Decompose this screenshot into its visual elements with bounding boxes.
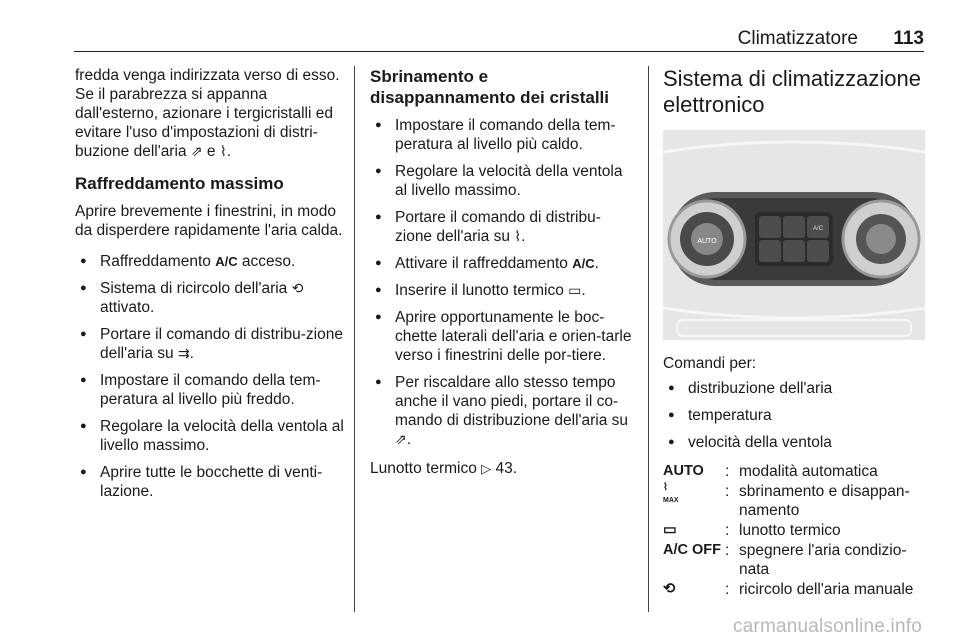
- def-value: modalità automatica: [739, 463, 878, 480]
- defrost-icon: ⌇: [514, 228, 522, 244]
- panel-ac-label: A/C: [812, 226, 824, 232]
- recirculation-car-icon: ⟲: [291, 280, 304, 296]
- def-key-ac-off: A/C OFF: [663, 542, 721, 558]
- face-vent-icon: ⇉: [177, 345, 190, 361]
- max-cooling-list: [75, 252, 345, 501]
- intro-paragraph: fredda venga indirizzata verso di esso. Se il parabrezza si appanna dall'esterno, azionare i tergicristalli ed evitare l'uso d'impostazioni di distri-buzione dell'aria ⇗ e ⌇.: [75, 67, 340, 160]
- list-item: ● Sistema di ricircolo dell'aria ⟲ attivato.: [75, 279, 345, 317]
- def-value: spegnere l'aria condizio-nata: [739, 542, 907, 578]
- list-item: ● distribuzione dell'aria: [663, 379, 925, 398]
- controls-intro: Comandi per:: [663, 355, 757, 372]
- list-item: ● Raffreddamento A/C acceso.: [75, 252, 345, 271]
- list-item: ● Portare il comando di distribu-zione dell'aria su ⇉.: [75, 325, 345, 363]
- list-item: ● Impostare il comando della tem-peratura al livello più freddo.: [75, 371, 345, 409]
- def-value: ricircolo dell'aria manuale: [739, 581, 914, 598]
- heading-defrost: Sbrinamento e disappannamento dei cristalli: [370, 67, 610, 107]
- cross-reference: Lunotto termico ▷ 43.: [370, 460, 518, 477]
- column-divider-1: [354, 66, 355, 612]
- list-item: ● Attivare il raffreddamento A/C.: [370, 254, 635, 273]
- ac-symbol: A/C: [215, 254, 238, 269]
- column-2: [370, 66, 635, 490]
- def-value: sbrinamento e disappan-namento: [739, 483, 910, 519]
- controls-definition-list: AUTO : modalità automatica ⌇ MAX : sbrinamento e disappan-namento ▭ : lunotto termico A/C OFF : spegnere l'aria condizio-nata ⟲ : ricircolo dell'aria manuale: [663, 462, 925, 599]
- header-rule: [74, 51, 924, 52]
- defrost-list: [370, 116, 635, 449]
- windscreen-feet-icon: ⇗: [395, 431, 407, 447]
- list-item: ● Regolare la velocità della ventola al livello massimo.: [75, 417, 345, 455]
- list-item: ● temperatura: [663, 406, 925, 425]
- list-item: ● Per riscaldare allo stesso tempo anche il vano piedi, portare il co-mando di distribuzione dell'aria su ⇗.: [370, 373, 635, 449]
- column-divider-2: [648, 66, 649, 612]
- page-reference-arrow-icon: ▷: [481, 461, 492, 476]
- column-3: [663, 66, 925, 599]
- recirculation-icon: ⟲: [663, 581, 676, 597]
- heading-electronic-climate: Sistema di climatizzazione elettronico: [663, 66, 921, 117]
- list-item: ● Inserire il lunotto termico ▭.: [370, 281, 635, 300]
- page-number: 113: [893, 28, 924, 49]
- windscreen-feet-icon: ⇗: [190, 143, 203, 159]
- def-key-auto: AUTO: [663, 463, 704, 479]
- controls-list: [663, 379, 925, 452]
- list-item: ● Regolare la velocità della ventola al livello massimo.: [370, 162, 635, 200]
- ac-symbol: A/C: [572, 256, 595, 271]
- rear-window-heater-icon: ▭: [568, 282, 582, 298]
- defrost-max-icon: ⌇ MAX: [663, 482, 679, 504]
- section-title: Climatizzatore: [737, 28, 858, 49]
- rear-window-heater-icon: ▭: [663, 522, 677, 538]
- climate-panel-illustration: [663, 130, 925, 340]
- column-1: [75, 66, 345, 511]
- heading-max-cooling: Raffreddamento massimo: [75, 174, 284, 193]
- list-item: ● Impostare il comando della tem-peratura al livello più caldo.: [370, 116, 635, 154]
- list-item: ● Portare il comando di distribu-zione dell'aria su ⌇.: [370, 208, 635, 246]
- def-value: lunotto termico: [739, 522, 841, 539]
- list-item: ● Aprire tutte le bocchette di venti-lazione.: [75, 463, 345, 501]
- list-item: ● Aprire opportunamente le boc-chette laterali dell'aria e orien-tarle verso i finestrini delle por-tiere.: [370, 308, 635, 365]
- panel-auto-label: AUTO: [697, 238, 717, 245]
- max-cooling-paragraph: Aprire brevemente i finestrini, in modo da disperdere rapidamente l'aria calda.: [75, 203, 343, 239]
- page-header: [74, 22, 924, 50]
- watermark: carmanualsonline.info: [732, 616, 922, 637]
- list-item: ● velocità della ventola: [663, 433, 925, 452]
- defrost-icon: ⌇: [219, 143, 227, 159]
